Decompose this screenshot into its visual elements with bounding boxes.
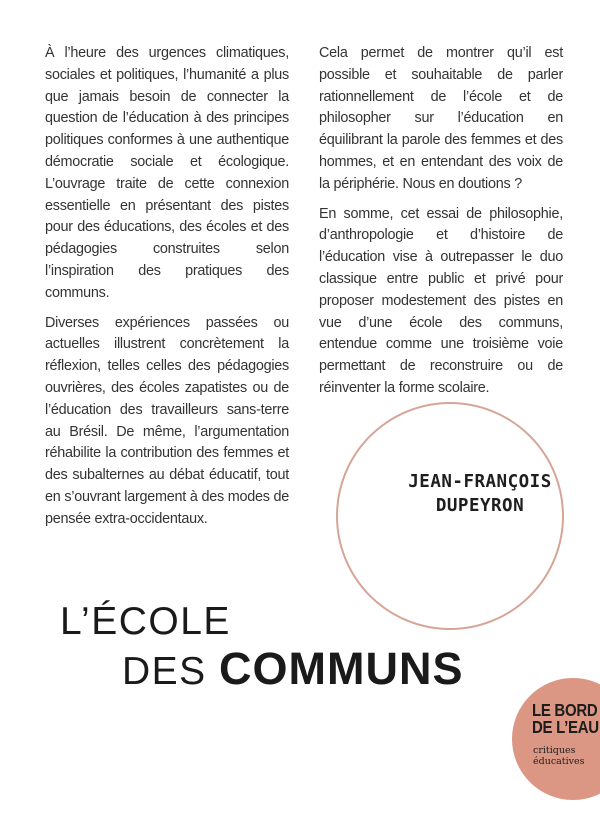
publisher-name-line1: LE BORD <box>532 700 598 721</box>
author-last-name: DUPEYRON <box>435 496 525 516</box>
summary-paragraph: Diverses expériences passées ou actuelles illustrent concrètement la réflexion, telles celles des pédagogies ouvrières, des écoles zapatistes ou de l’éducation des travailleurs sans-terre au Brésil. De même, l’argumentation réhabilite la contribution des femmes et des subalternes au débat éducatif, tout en s’ouvrant largement à des modes de pensée extra-occidentaux. <box>45 314 289 527</box>
book-title-des: DES <box>122 650 220 693</box>
collection-name-line1: critiques <box>533 745 576 756</box>
summary-paragraph: Cela permet de montrer qu’il est possible et souhaitable de parler rationnellement de l’école et de philosopher sur l’éducation en équilibrant la parole des femmes et des hommes, et en entendant des voix de la périphérie. Nous en doutions ? <box>319 45 563 192</box>
publisher-logo <box>512 678 600 800</box>
publisher-name <box>532 702 599 737</box>
summary-left-column <box>45 43 289 539</box>
book-title <box>60 600 464 705</box>
summary-paragraph: En somme, cet essai de philosophie, d’anthropologie et d’histoire de l’éducation vise à outrepasser le duo classique entre public et privé pour proposer modestement des pistes en vue d’une école des communs, entendue comme une troisième voie permettant de reconstruire ou de réinventer la forme scolaire. <box>319 205 563 396</box>
book-title-line2 <box>122 644 464 705</box>
book-title-line1: L’ÉCOLE <box>60 600 231 643</box>
summary-right-column <box>319 43 563 408</box>
collection-name-line2: éducatives <box>533 756 585 767</box>
collection-name <box>533 745 585 767</box>
author-name <box>365 470 595 518</box>
publisher-name-line2: DE L’EAU <box>532 718 599 738</box>
book-title-communs: COMMUNS <box>219 643 464 694</box>
author-first-name: JEAN-FRANÇOIS <box>408 472 552 492</box>
summary-paragraph: À l’heure des urgences climatiques, sociales et politiques, l’humanité a plus que jamais besoin de connecter la question de l’éducation à des principes politiques conformes à une authentique démocratie sociale et écologique. L’ouvrage traite de cette connexion essentielle en présentant des pistes pour des éducations, des écoles et des pédagogies construites selon l’inspiration des pratiques des communs. <box>45 45 289 301</box>
